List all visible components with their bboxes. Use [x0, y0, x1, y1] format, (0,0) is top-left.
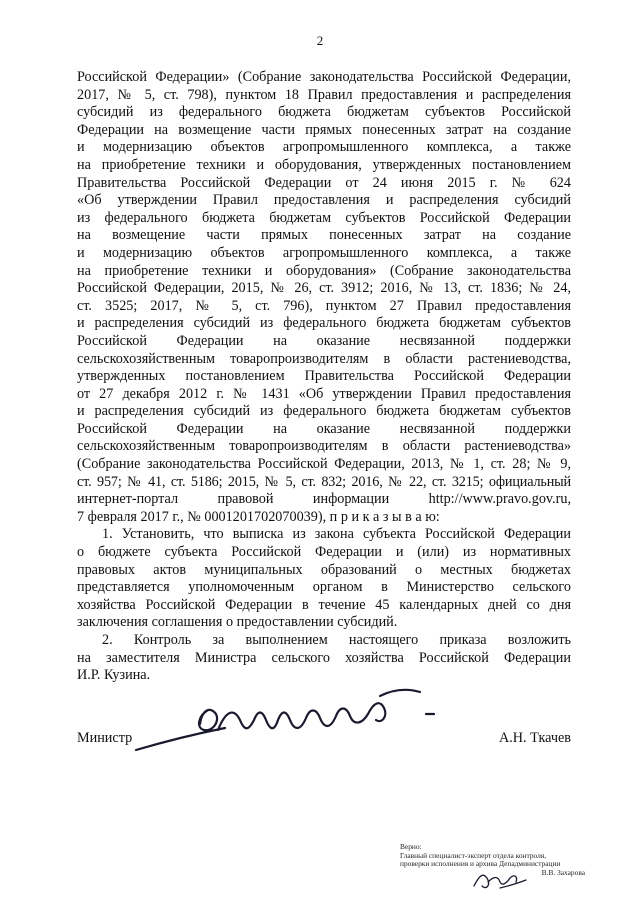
text-line: и распределения субсидий из федерального бюджета бюджетам субъектов [77, 403, 571, 420]
text-line: сельскохозяйственным товаропроизводителям в области растениеводства, [77, 350, 571, 367]
text-line: 1. Установить, что выписка из закона субъекта Российской Федерации [102, 526, 571, 543]
text-line: хозяйства Российской Федерации в течение 45 календарных дней со дня [77, 596, 571, 613]
certification-department: проверки исполнения и архива Депадминистрации [400, 859, 561, 869]
text-line: и распределения субсидий из федерального бюджета бюджетам субъектов [77, 315, 571, 332]
certification-label: Верно: [400, 842, 422, 851]
text-line: правовых актов муниципальных образований о местных бюджетах [77, 561, 571, 578]
text-line: утвержденных постановлением Правительства Российской Федерации [77, 368, 571, 385]
text-line: 2. Контроль за выполнением настоящего приказа возложить [102, 632, 571, 648]
text-line: представляется уполномоченным органом в Министерство сельского [77, 579, 571, 596]
text-line: на возмещение части прямых понесенных затрат на создание [77, 227, 571, 244]
text-line: ст. 957; № 41, ст. 5186; 2015, № 5, ст. 832; 2016, № 22, ст. 3215; официальный [77, 473, 571, 490]
order-body-text [77, 69, 571, 685]
text-line: сельскохозяйственным товаропроизводителям в области растениеводства» [77, 438, 571, 455]
text-line: интернет-портал правовой информации http://www.pravo.gov.ru, [77, 491, 571, 508]
text-line: на приобретение техники и оборудования, утвержденных постановлением [77, 156, 571, 173]
text-line: заключения соглашения о предоставлении субсидий. [77, 614, 398, 631]
certification-name: В.В. Захарова [541, 867, 585, 877]
certifier-signature [470, 866, 530, 892]
text-line: на заместителя Министра сельского хозяйства Российской Федерации [77, 649, 571, 666]
text-line: и модернизацию объектов агропромышленного комплекса, а также [77, 139, 571, 156]
text-line: И.Р. Кузина. [77, 667, 151, 684]
text-line: Российской Федерации, 2015, № 26, ст. 3912; 2016, № 13, ст. 1836; № 24, [77, 280, 571, 297]
signer-title: Министр [77, 730, 133, 746]
text-line: Российской Федерации на оказание несвязанной поддержки [77, 420, 571, 437]
text-line: от 27 декабря 2012 г. № 1431 «Об утверждении Правил предоставления [77, 385, 571, 402]
text-line: 7 февраля 2017 г., № 0001201702070039), п р и к а з ы в а ю: [77, 508, 440, 525]
text-line: о бюджете субъекта Российской Федерации и (или) из нормативных [77, 544, 571, 561]
text-line: «Об утверждении Правил предоставления и распределения субсидий [77, 192, 571, 209]
page-number: 2 [316, 33, 324, 48]
certification-position: Главный специалист-эксперт отдела контроля, [400, 850, 547, 860]
text-line: Российской Федерации» (Собрание законодательства Российской Федерации, [77, 69, 571, 85]
text-line: Федерации на возмещение части прямых понесенных затрат на создание [77, 121, 571, 138]
signer-name: А.Н. Ткачев [499, 730, 571, 746]
text-line: из федерального бюджета бюджетам субъектов Российской Федерации [77, 209, 571, 226]
text-line: и модернизацию объектов агропромышленного комплекса, а также [77, 244, 571, 261]
text-line: 2017, № 5, ст. 798), пунктом 18 Правил предоставления и распределения [77, 86, 571, 103]
text-line: субсидий из федерального бюджета бюджетам субъектов Российской [77, 104, 571, 121]
text-line: Правительства Российской Федерации от 24 июня 2015 г. № 624 [77, 174, 571, 191]
text-line: ст. 3525; 2017, № 5, ст. 796), пунктом 27 Правил предоставления [77, 297, 571, 314]
signature-row [77, 730, 571, 750]
text-line: Российской Федерации на оказание несвязанной поддержки [77, 332, 571, 349]
text-line: (Собрание законодательства Российской Федерации, 2013, № 1, ст. 28; № 9, [77, 456, 571, 473]
text-line: на приобретение техники и оборудования» (Собрание законодательства [77, 262, 571, 279]
